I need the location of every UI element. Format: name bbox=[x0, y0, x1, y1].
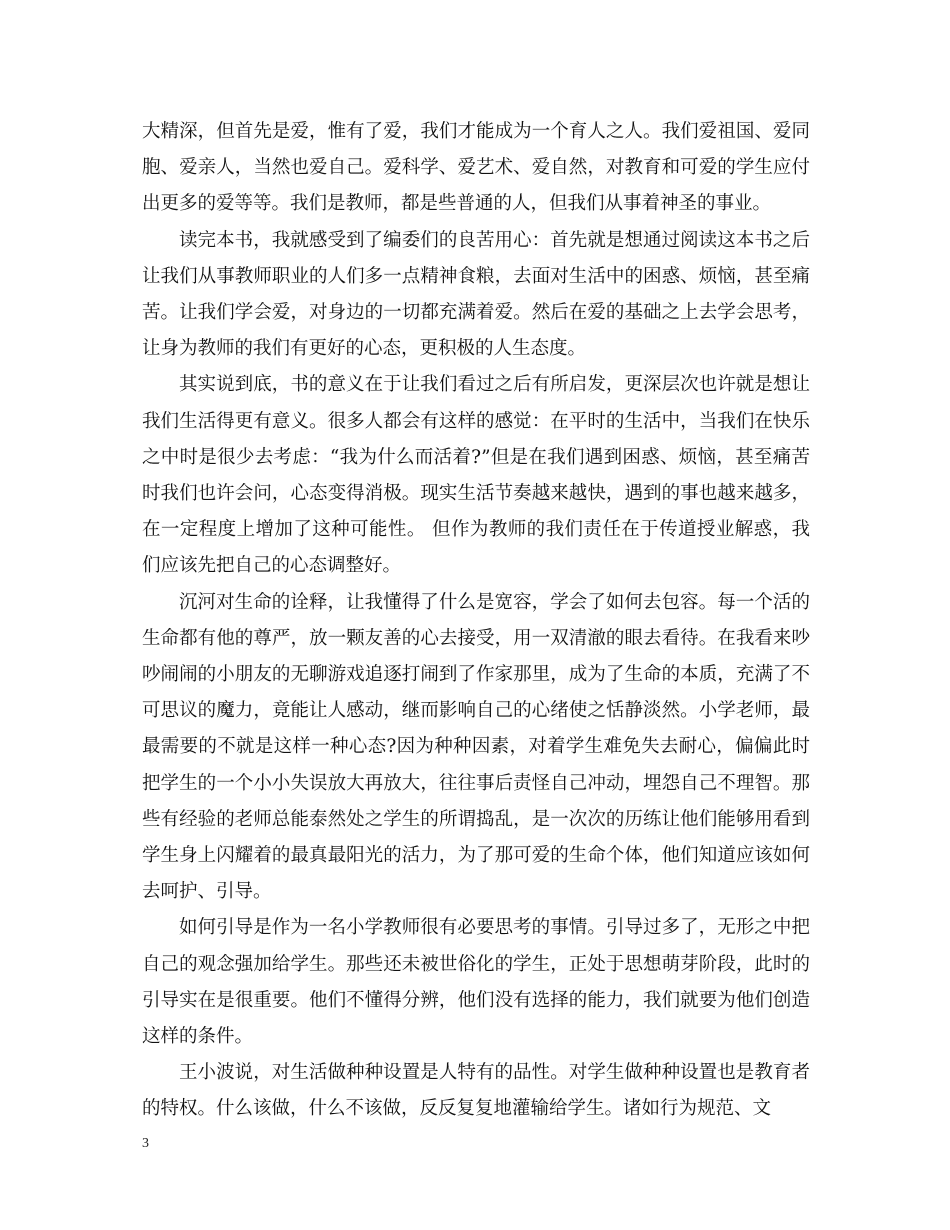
page-number: 3 bbox=[142, 1136, 149, 1151]
paragraph-5: 如何引导是作为一名小学教师很有必要思考的事情。引导过多了，无形之中把自己的观念强加给学生。那些还未被世俗化的学生，正处于思想萌芽阶段，此时的引导实在是很重要。他们不懂得分辨，他们没有选择的能力，我们就要为他们创造这样的条件。 bbox=[142, 917, 810, 1048]
document-body bbox=[142, 114, 810, 1128]
paragraph-3: 其实说到底，书的意义在于让我们看过之后有所启发，更深层次也许就是想让我们生活得更有意义。很多人都会有这样的感觉：在平时的生活中，当我们在快乐之中时是很少去考虑：“我为什么而活着?”但是在我们遇到困惑、烦恼，甚至痛苦时我们也许会问，心态变得消极。现实生活节奏越来越快，遇到的事也越来越多，在一定程度上增加了这种可能性。 但作为教师的我们责任在于传道授业解惑，我们应该先把自己的心态调整好。 bbox=[142, 374, 810, 577]
paragraph-4: 沉河对生命的诠释，让我懂得了什么是宽容，学会了如何去包容。每一个活的生命都有他的尊严，放一颗友善的心去接受，用一双清澈的眼去看待。在我看来吵吵闹闹的小朋友的无聊游戏追逐打闹到了作家那里，成为了生命的本质，充满了不可思议的魔力，竟能让人感动，继而影响自己的心绪使之恬静淡然。小学老师，最最需要的不就是这样一种心态?因为种种因素，对着学生难免失去耐心，偏偏此时把学生的一个小小失误放大再放大，往往事后责怪自己冲动，埋怨自己不理智。那些有经验的老师总能泰然处之学生的所谓捣乱，是一次次的历练让他们能够用看到学生身上闪耀着的最真最阳光的活力，为了那可爱的生命个体，他们知道应该如何去呵护、引导。 bbox=[142, 591, 810, 903]
paragraph-1: 大精深，但首先是爱，惟有了爱，我们才能成为一个育人之人。我们爱祖国、爱同胞、爱亲人，当然也爱自己。爱科学、爱艺术、爱自然，对教育和可爱的学生应付出更多的爱等等。我们是教师，都是些普通的人，但我们从事着神圣的事业。 bbox=[142, 121, 810, 215]
paragraph-2: 读完本书，我就感受到了编委们的良苦用心：首先就是想通过阅读这本书之后让我们从事教师职业的人们多一点精神食粮，去面对生活中的困惑、烦恼，甚至痛苦。让我们学会爱，对身边的一切都充满着爱。然后在爱的基础之上去学会思考，让身为教师的我们有更好的心态，更积极的人生态度。 bbox=[142, 229, 810, 360]
paragraph-6: 王小波说，对生活做种种设置是人特有的品性。对学生做种种设置也是教育者的特权。什么该做，什么不该做，反反复复地灌输给学生。诸如行为规范、文 bbox=[142, 1062, 810, 1120]
